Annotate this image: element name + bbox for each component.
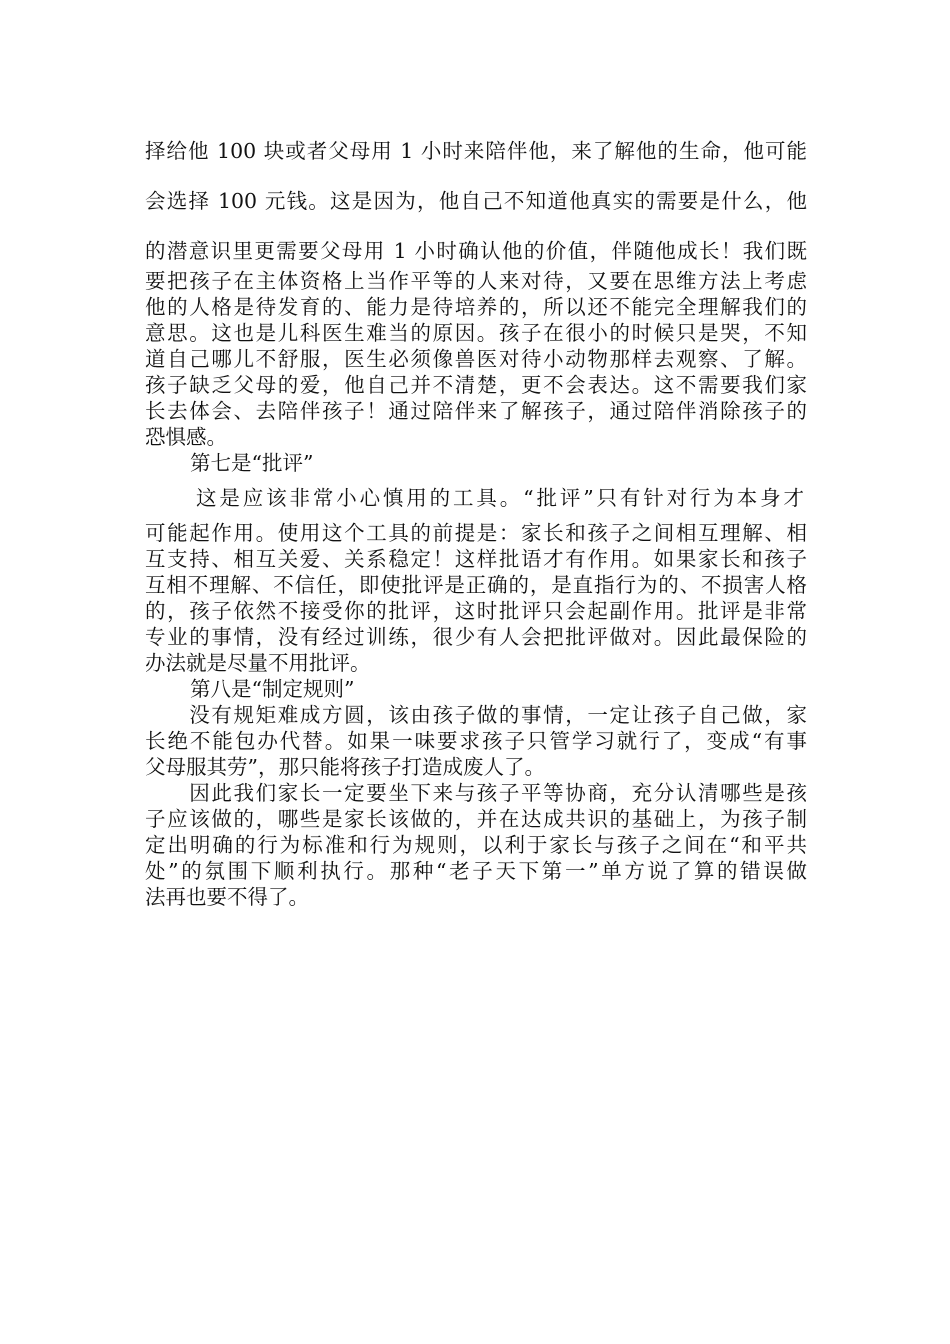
- text-line: 的潜意识里更需要父母用 1 小时确认他的价值，伴随他成长！我们既: [145, 239, 807, 263]
- text-line: 互支持、相互关爱、关系稳定！这样批语才有作用。如果家长和孩子: [145, 547, 807, 571]
- text-line: 道自己哪儿不舒服，医生必须像兽医对待小动物那样去观察、了解。: [145, 347, 807, 371]
- text-line: 孩子缺乏父母的爱，他自己并不清楚，更不会表达。这不需要我们家: [145, 373, 807, 397]
- text-line: 没有规矩难成方圆，该由孩子做的事情，一定让孩子自己做，家: [145, 703, 807, 727]
- wide-spaced-paragraph: [145, 126, 807, 276]
- text-line: 择给他 100 块或者父母用 1 小时来陪伴他，来了解他的生命，他可能: [145, 139, 807, 163]
- section-heading-seven: 第七是“批评”: [190, 451, 314, 475]
- text-line: 互相不理解、不信任，即使批评是正确的，是直指行为的、不损害人格: [145, 573, 807, 597]
- text-line: 因此我们家长一定要坐下来与孩子平等协商，充分认清哪些是孩: [145, 781, 807, 805]
- text-line: 处”的氛围下顺利执行。那种“老子天下第一”单方说了算的错误做: [145, 859, 807, 883]
- text-line: 子应该做的，哪些是家长该做的，并在达成共识的基础上，为孩子制: [145, 807, 807, 831]
- paragraph-continuation: [145, 268, 807, 450]
- text-line: 这是应该非常小心慎用的工具。“批评”只有针对行为本身才: [196, 486, 804, 510]
- text-line: 长绝不能包办代替。如果一味要求孩子只管学习就行了，变成“有事: [145, 729, 807, 753]
- text-line: 他的人格是待发育的、能力是待培养的，所以还不能完全理解我们的: [145, 295, 807, 319]
- section-heading-eight: 第八是“制定规则”: [190, 677, 355, 701]
- text-line: 定出明确的行为标准和行为规则，以利于家长与孩子之间在“和平共: [145, 833, 807, 857]
- text-line: 专业的事情，没有经过训练，很少有人会把批评做对。因此最保险的: [145, 625, 807, 649]
- paragraph-seven: [145, 520, 807, 676]
- text-line: 恐惧感。: [145, 425, 227, 449]
- text-line: 要把孩子在主体资格上当作平等的人来对待，又要在思维方法上考虑: [145, 269, 807, 293]
- text-line: 的，孩子依然不接受你的批评，这时批评只会起副作用。批评是非常: [145, 599, 807, 623]
- text-line: 长去体会、去陪伴孩子！通过陪伴来了解孩子，通过陪伴消除孩子的: [145, 399, 807, 423]
- text-line: 法再也要不得了。: [145, 885, 309, 909]
- paragraph-eight: [145, 702, 807, 910]
- text-line: 可能起作用。使用这个工具的前提是：家长和孩子之间相互理解、相: [145, 521, 807, 545]
- text-line: 办法就是尽量不用批评。: [145, 651, 371, 675]
- text-line: 父母服其劳”，那只能将孩子打造成废人了。: [145, 755, 545, 779]
- text-line: 会选择 100 元钱。这是因为，他自己不知道他真实的需要是什么，他: [145, 189, 807, 213]
- text-line: 意思。这也是儿科医生难当的原因。孩子在很小的时候只是哭，不知: [145, 321, 807, 345]
